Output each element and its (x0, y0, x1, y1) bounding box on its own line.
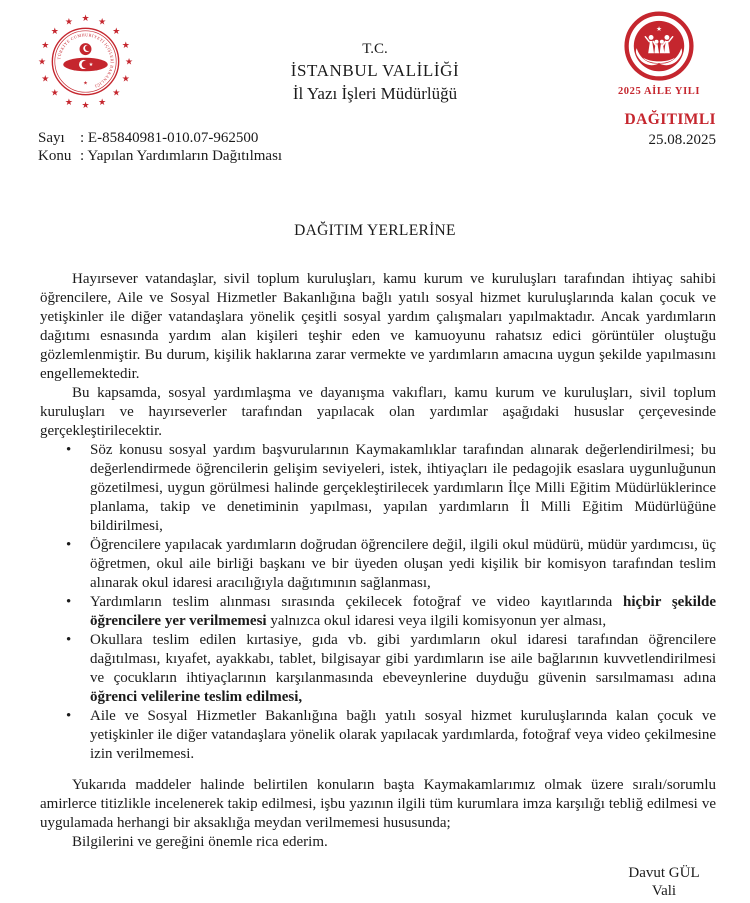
sayi-value: : E-85840981-010.07-962500 (80, 130, 259, 146)
svg-text:★: ★ (83, 81, 88, 87)
list-item (40, 441, 716, 536)
svg-text:★: ★ (50, 87, 59, 98)
letterhead-unit: İl Yazı İşleri Müdürlüğü (292, 84, 458, 103)
family-year-logo-icon (623, 10, 695, 85)
list-item-text: yalnızca okul idaresi veya ilgili komisyonun yer alması, (266, 613, 607, 629)
interior-ministry-seal-icon (36, 12, 135, 111)
directive-list (40, 441, 716, 764)
paragraph-intro: Hayırsever vatandaşlar, sivil toplum kuruluşları, kamu kurum ve kuruluşları tarafından ihtiyaç sahibi öğrencilere, Aile ve Sosyal Hizmetler Bakanlığına bağlı yatılı sosyal hizmet kuruluşlarında kalan çocuk ve yetişkinler ile diğer vatandaşlara yönelik çeşitli sosyal yardım çalışmaları yapılmaktadır. Ancak yardımların dağıtımı esnasında yardım alan kişileri teşhir eden ve kamuoyunu rahatsız edici görüntüler oluştuğu gözlemlenmiştir. Bu durum, kişilik haklarına zarar vermekte ve yardımların amacına uygun şekilde yapılmasını engellemektedir. (40, 271, 716, 382)
letterhead (150, 40, 600, 105)
svg-text:★: ★ (50, 25, 59, 36)
distribution-stamp: DAĞITIMLI (624, 111, 716, 128)
list-item-text: Öğrencilere yapılacak yardımların doğrudan öğrencilere değil, ilgili okul müdürü, müdür yardımcısı, üç öğretmen, okul aile birliği başkanı ve bir üyeden oluşan yedi kişilik bir komisyon tarafından teslim alınarak okul idaresi aracılığıyla dağıtımının sağlanması, (90, 537, 716, 591)
signer-name: Davut GÜL (628, 865, 700, 881)
svg-text:★: ★ (121, 40, 130, 51)
svg-text:★: ★ (88, 63, 94, 69)
svg-text:★: ★ (112, 87, 121, 98)
list-item (40, 631, 716, 707)
konu-line (38, 148, 282, 166)
list-item-text: Aile ve Sosyal Hizmetler Bakanlığına bağlı yatılı sosyal hizmet kuruluşlarında kalan çocuk ve yetişkinler ile diğer vatandaşlara yönelik olarak yapılacak yardımlarda, fotoğraf veya video çekilmesine izin verilmemesi. (90, 708, 716, 762)
signer-title: Vali (651, 883, 677, 899)
list-item (40, 593, 716, 631)
list-item-text: Okullara teslim edilen kırtasiye, gıda vb. gibi yardımların okul idaresi tarafından öğrencilere dağıtılması, kıyafet, ayakkabı, tablet, bilgisayar gibi yardımların ise aile bağlarının kuvvetlendirilmesi ve çocukların ihtiyaçlarının karşılanmasında ebeveynlerine duyduğu güvenin sarsılmaması adına (90, 632, 716, 686)
svg-text:★: ★ (64, 16, 73, 27)
svg-text:★: ★ (656, 25, 662, 33)
svg-text:★: ★ (64, 96, 73, 107)
document-meta (38, 130, 282, 165)
list-item-bold: hiçbir şekilde öğrencilere yer verilmemesi (90, 594, 716, 629)
family-year-logo (615, 10, 703, 97)
list-item-text: Söz konusu sosyal yardım başvurularının Kaymakamlıklar tarafından alınarak değerlendirilmesi; bu değerlendirmede öğrencilerin gelişim seviyeleri, istek, ihtiyaçları ile pedagojik esaslara uygunluğunun gözetilmesi, uygun görülmesi halinde gerçekleştirilecek yardımların İlçe Milli Eğitim Müdürlüklerince planlama, takip ve denetiminin yapılması, yapılan yardımların İl Milli Eğitim Müdürlüğüne bildirilmesi, (90, 442, 716, 534)
paragraph-request: Bilgilerini ve gereğini önemle rica ederim. (72, 834, 328, 850)
list-item (40, 707, 716, 764)
document-date: 25.08.2025 (648, 132, 716, 148)
family-year-caption: 2025 AİLE YILI (617, 86, 701, 97)
svg-text:★: ★ (81, 100, 90, 111)
paragraph-scope: Bu kapsamda, sosyal yardımlaşma ve dayanışma vakıfları, kamu kurum ve kuruluşları, sivil toplum kuruluşları ve hayırseverler tarafından yapılacak olan yardımlar aşağıdaki hususlar çerçevesinde gerçekleştirilecektir. (40, 385, 716, 439)
svg-text:★: ★ (98, 96, 107, 107)
svg-text:★: ★ (81, 13, 90, 24)
sayi-line (38, 130, 282, 148)
konu-value: : Yapılan Yardımların Dağıtılması (80, 147, 283, 164)
svg-text:★: ★ (125, 56, 134, 67)
list-item-text: Yardımların teslim alınması sırasında çekilecek fotoğraf ve video kayıtlarında (90, 594, 624, 610)
list-item (40, 536, 716, 593)
letterhead-org: İSTANBUL VALİLİĞİ (290, 61, 460, 80)
svg-text:★: ★ (98, 16, 107, 27)
svg-text:★: ★ (112, 25, 121, 36)
list-item-bold: öğrenci velilerine teslim edilmesi, (90, 689, 303, 705)
letterhead-tc: T.C. (362, 41, 388, 57)
svg-text:★: ★ (41, 40, 50, 51)
paragraph-closing: Yukarıda maddeler halinde belirtilen konuların başta Kaymakamlarımız olmak üzere sıralı/sorumlu amirlerce titizlikle incelenerek takip edilmesi, işbu yazının ilgili tüm kurumlara imza karşılığı tebliğ edilmesi ve uygulamada herhangi bir aksaklığa meydan verilmemesi hususunda; (40, 777, 716, 831)
konu-label: Konu (38, 147, 72, 164)
seal-ring-text: TÜRKİYE CUMHURİYETİ İÇİŞLERİ BAKANLIĞI (56, 32, 115, 89)
svg-text:★: ★ (121, 73, 130, 84)
svg-text:★: ★ (41, 73, 50, 84)
sayi-label: Sayı (38, 130, 65, 146)
document-title: DAĞITIM YERLERİNE (294, 222, 456, 239)
svg-text:★: ★ (37, 56, 46, 67)
signature-block (589, 864, 739, 900)
document-body (40, 270, 716, 900)
